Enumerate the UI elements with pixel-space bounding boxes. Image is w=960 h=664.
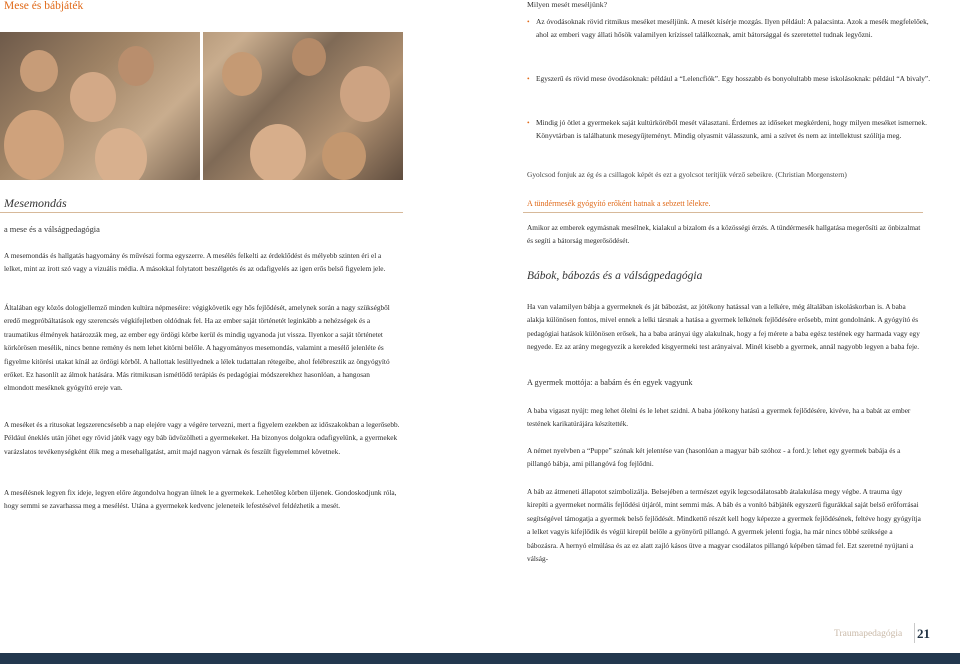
bullet-item [527, 116, 931, 142]
left-paragraph: A mesélésnek legyen fix ideje, legyen előre átgondolva hogyan ülnek le a gyermekek. Lehetőleg körben üljenek. Gondoskodjunk róla, hogy semmi se zavarhassa meg a mesélést. Utána a gyermekek kedvenc jeleneteik lefestésével feldézhetik a mesét. [4, 488, 397, 511]
photo-divider [200, 32, 203, 180]
baby-paragraph: A baba vigaszt nyújt: meg lehet ölelni és le lehet szidni. A baba jótékony hatású a gyermek fejlődésére, kivéve, ha a babát az ember testének karikatúrájára készítették. [527, 406, 911, 429]
bullet-dot-icon: • [527, 17, 530, 26]
healing-paragraph: Amikor az emberek egymásnak mesélnek, kialakul a bizalom és a közösségi érzés. A tündérmesék hallgatása megerősíti az önbizalmat és segíti a bátorság megerősödését. [527, 223, 921, 246]
bullet-text: Egyszerű és rövid mese óvodásoknak: például a “Lelencfiók”. Egy hosszabb és bonyolultabb mese iskolásoknak: például “A bivaly”. [536, 74, 931, 83]
footer-divider [914, 623, 915, 643]
footer-book-title: Traumapedagógia [834, 629, 903, 639]
children-photo [0, 32, 403, 180]
left-paragraph: A meséket és a ritusokat legszerencsésebb a nap elejére vagy a végére tervezni, mert a figyelem ezekben az időszakokban a legerősebb. Például éneklés után jöhet egy rövid játék vagy egy báb üdvözölheti a gyermekeket. Ha bizonyos dolgokra odafigyelünk, a gyermekek varázslatos tevékenységként élik meg a mesehallgatást, amit majd nagyon várnak és feszült figyelemmel követnek. [4, 420, 400, 456]
child-motto: A gyermek mottója: a babám és én egyek vagyunk [527, 378, 693, 387]
mesemondas-heading: Mesemondás [4, 196, 67, 210]
left-paragraph: Általában egy közös dologjellemző minden kultúra népmeséire: végigkövetik egy hős fejlődését, amelynek során a nagy szükségből eredő megpróbáltatások egy szerencsés végkifejletben oldódnak fel. Ha az ember saját történetét leginkább a nehézségek és a traumatikus élmények határozzák meg, az ember egy ördögi körbe kerül és mindig ugyanoda jut vissza. Ilyenkor a saját történetet körkörösen mesélik, nincs benne remény és nem lehet kitörni belőle. A hagyományos mesemondás, valamint a mesélő jelenléte és figyelme kitörési utakat kínál az ördögi körből. A hallottak lesüllyednek a lélek tudattalan rétegeibe, ahol felébresztik az öngyógyító erőket. Ez hasonlít az álmok hatására. Más ritmikusan ismétlődő terápiás és pedagógiai módszerekhez hasonlóan, a hangosan elmondott meséknek gyógyító ereje van. [4, 303, 390, 393]
name-paragraph: A német nyelvben a “Puppe” szónak két jelentése van (hasonlóan a magyar báb szóhoz - a ford.): lehet egy gyermek babája és a pillangó bábja, ami pillangóvá fog fejlődni. [527, 446, 901, 469]
right-rule [523, 212, 923, 213]
bullet-text: Mindig jó ötlet a gyermekek saját kultúrköréből mesét választani. Érdemes az időseket megkérdeni, hogy milyen meséket ismernek. Könyvtárban is találhatunk mesegyűjteményt. Mindig olyasmit válasszunk, ami a szívet és nem az intellektust szólítja meg. [536, 118, 927, 140]
transition-paragraph: A báb az átmeneti állapotot szimbolizálja. Belsejében a természet egyik legcsodálatosabb átalakulása megy végbe. A trauma úgy kirepíti a gyermeket normális fejlődési útjáról, mint semmi más. A báb és a vonító bábjáték egyszerű figurákkal saját belső erőforrásai segítségével támogatja a gyermek belső fejlődését. Mindkettő részét kell hogy képezze a gyermek fejlődésének, feltéve hogy gyógyítja a lelket vagyis kifejlődik és végül kirepül belőle a gyönyörű pillangó. A gyermek jelenti fogja, ha már nincs többé szüksége a bábozásra. A hernyó elmúlása és az ez alatt zajló kásos ütve a magyar csodálatos pillangó képében támad fel. Ezt szeretné nyújtani a válság- [527, 487, 921, 564]
mesemondas-subtitle: a mese és a válságpedagógia [4, 225, 100, 234]
section-title: Mese és bábjáték [4, 0, 84, 12]
puppet-heading: Bábok, bábozás és a válságpedagógia [527, 270, 703, 282]
bullet-item [527, 15, 931, 41]
bullet-item [527, 72, 931, 85]
page-number: 21 [917, 626, 930, 641]
morgenstern-quote: Gyolcsod fonjuk az ég és a csillagok képét és ezt a gyolcsot terítjük vérző sebeikre. (Christian Morgenstern) [527, 170, 847, 179]
left-rule [0, 212, 403, 213]
bullet-dot-icon: • [527, 118, 530, 127]
bullet-text: Az óvodásoknak rövid ritmikus meséket meséljünk. A mesét kísérje mozgás. Ilyen például: A palacsinta. Azok a mesék megfelelőek, ahol az emberi vagy állati hősök valamilyen krízissel találkoznak, amit bátorsággal és szeretettel tudnak legyőzni. [536, 17, 929, 39]
footer-bar [0, 653, 960, 664]
healing-heading: A tündérmesék gyógyító erőként hatnak a sebzett lélekre. [527, 199, 711, 208]
left-paragraph: A mesemondás és hallgatás hagyomány és művészi forma egyszerre. A mesélés felkelti az érdeklődést és mélyebb szinten éri el a lelket, mint az írott szó vagy a vizuális média. A másokkal folytatott beszélgetés és az odafigyelés az igen erős belső figyelem jele. [4, 251, 386, 274]
bullet-dot-icon: • [527, 74, 530, 83]
story-choice-question: Milyen mesét meséljünk? [527, 0, 608, 9]
puppet-paragraph: Ha van valamilyen bábja a gyermeknek és ját bábozást, az jótékony hatással van a lelkére, még általában iskoláskorban is. A baba alakja különösen fontos, mivel ennek a lelki társnak a hatása a gyermek lelkének fejlődésére erősebb, mint gondolnánk. A gyógyító és pedagógiai hatások különösen erősek, ha a baba arányai úgy alakulnak, hogy a fej mérete a baba egész testének egy harmada vagy egy negyede. Ez az arány megegyezik a kerekded kisgyermeki test arányaival. Minél kisebb a gyermek, annál nagyobb legyen a baba feje. [527, 302, 920, 352]
